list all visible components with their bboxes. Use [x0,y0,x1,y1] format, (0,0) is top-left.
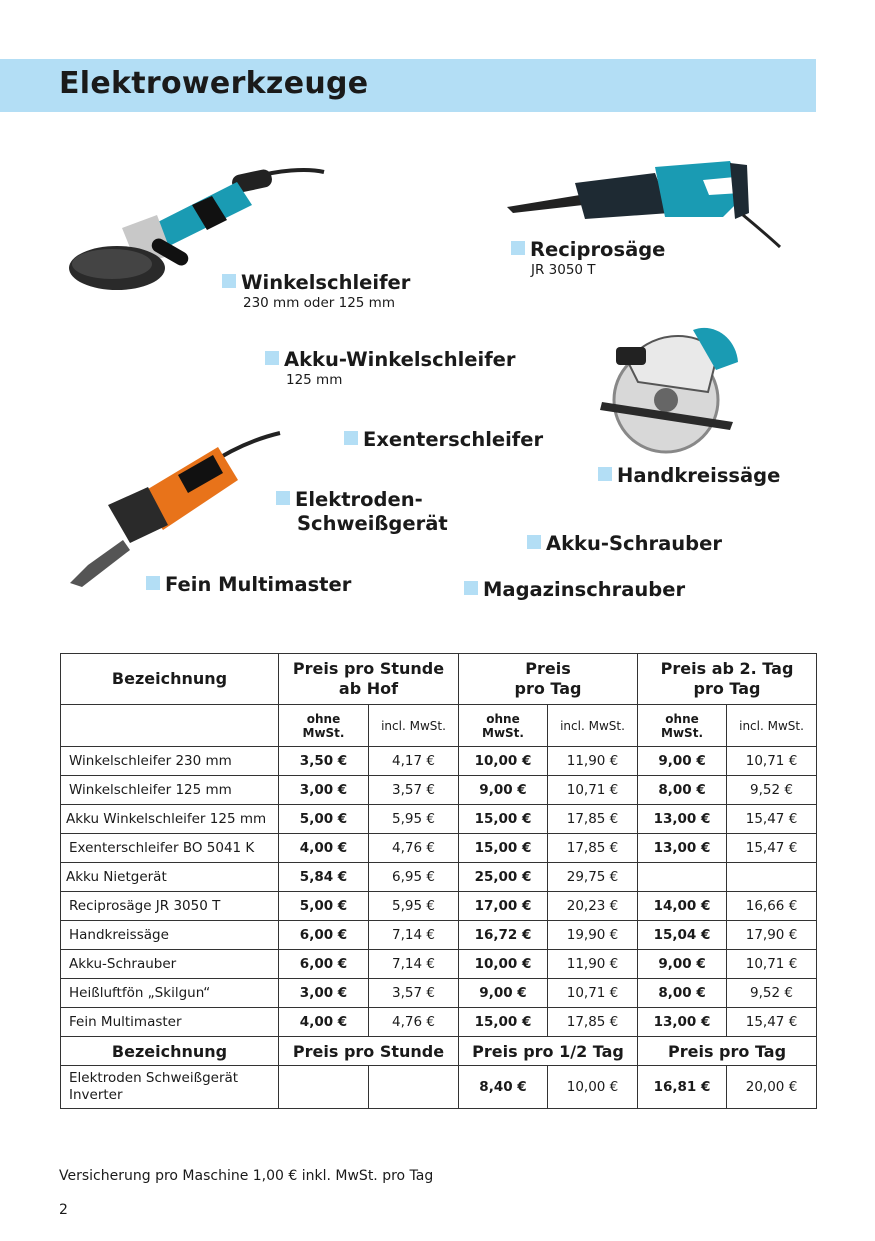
day2-net: 14,00 € [638,892,727,921]
sub-reciprosaege: JR 3050 T [531,262,596,278]
col-header2-day: Preis pro Tag [638,1037,817,1066]
hour-gross: 4,76 € [369,834,459,863]
hour-gross: 4,17 € [369,747,459,776]
hour-net [279,1066,369,1109]
subheader-incl: incl. MwSt. [548,705,638,747]
col-header-day: Preis pro Tag [459,654,638,705]
half-day-net: 8,40 € [459,1066,548,1109]
hour-net: 6,00 € [279,950,369,979]
row-name: Akku Winkelschleifer 125 mm [61,805,279,834]
subheader-incl: incl. MwSt. [369,705,459,747]
col-header2-half-day: Preis pro 1/2 Tag [459,1037,638,1066]
col-header2-hour: Preis pro Stunde [279,1037,459,1066]
row-name: Winkelschleifer 125 mm [61,776,279,805]
table-header-row [61,654,817,705]
day2-net: 13,00 € [638,1008,727,1037]
day-gross: 11,90 € [548,950,638,979]
bullet-square [511,241,525,255]
reciprocating-saw-image [505,155,785,250]
label-reciprosaege: Reciprosäge [511,238,665,262]
page-number: 2 [59,1202,68,1218]
row-name: Heißluftfön „Skilgun“ [61,979,279,1008]
row-name: Akku Nietgerät [61,863,279,892]
table-row [61,892,817,921]
col-header-day2: Preis ab 2. Tag pro Tag [638,654,817,705]
label-handkreissaege: Handkreissäge [598,464,780,488]
col-header-bezeichnung: Bezeichnung [61,654,279,705]
day-net: 17,00 € [459,892,548,921]
day-gross: 11,90 € [548,747,638,776]
day2-gross: 16,66 € [727,892,817,921]
sub-winkelschleifer: 230 mm oder 125 mm [243,295,395,311]
row-name: Fein Multimaster [61,1008,279,1037]
hour-gross: 7,14 € [369,921,459,950]
day2-net: 8,00 € [638,979,727,1008]
row-name: Reciprosäge JR 3050 T [61,892,279,921]
hour-net: 5,84 € [279,863,369,892]
day-net: 16,72 € [459,921,548,950]
hour-net: 6,00 € [279,921,369,950]
label-magazinschrauber: Magazinschrauber [464,578,685,602]
table-row [61,834,817,863]
subheader-ohne: ohne MwSt. [279,705,369,747]
row-name: Elektroden Schweißgerät Inverter [61,1066,279,1109]
label-winkelschleifer: Winkelschleifer [222,271,410,295]
day-gross: 17,85 € [548,1008,638,1037]
day2-net: 8,00 € [638,776,727,805]
day2-net: 13,00 € [638,834,727,863]
label-exzenterschleifer: Exenterschleifer [344,428,543,452]
hour-net: 3,00 € [279,776,369,805]
empty-cell [61,705,279,747]
row-name: Winkelschleifer 230 mm [61,747,279,776]
bullet-square [344,431,358,445]
bullet-square [464,581,478,595]
subheader-ohne: ohne MwSt. [459,705,548,747]
day-net: 15,00 € [459,834,548,863]
day2-net: 15,04 € [638,921,727,950]
table-row [61,776,817,805]
circular-saw-image [598,322,748,457]
half-day-gross: 10,00 € [548,1066,638,1109]
day-gross: 17,85 € [548,805,638,834]
hour-net: 5,00 € [279,805,369,834]
table-row [61,979,817,1008]
day2-gross: 15,47 € [727,1008,817,1037]
day2-gross: 10,71 € [727,950,817,979]
day-net: 9,00 € [459,979,548,1008]
label-akku-schrauber: Akku-Schrauber [527,532,722,556]
hour-gross: 5,95 € [369,805,459,834]
hour-gross [369,1066,459,1109]
hour-gross: 3,57 € [369,776,459,805]
day2-gross: 17,90 € [727,921,817,950]
bullet-square [276,491,290,505]
row-name: Handkreissäge [61,921,279,950]
label-elektroden-line2: Schweißgerät [297,512,448,535]
bullet-square [265,351,279,365]
sub-akku-winkelschleifer: 125 mm [286,372,343,388]
day-gross: 29,75 € [548,863,638,892]
row-name: Exenterschleifer BO 5041 K [61,834,279,863]
day-net: 15,00 € [459,1008,548,1037]
label-akku-winkelschleifer: Akku-Winkelschleifer [265,348,516,372]
hour-gross: 5,95 € [369,892,459,921]
day-net: 10,00 € [459,747,548,776]
hour-gross: 6,95 € [369,863,459,892]
hour-gross: 7,14 € [369,950,459,979]
subheader-ohne: ohne MwSt. [638,705,727,747]
hour-net: 3,50 € [279,747,369,776]
day-net: 9,00 € [459,776,548,805]
bullet-square [146,576,160,590]
label-elektroden: Elektroden- [276,488,423,512]
bullet-square [598,467,612,481]
table-row-welder [61,1066,817,1109]
day2-net: 9,00 € [638,747,727,776]
day-gross: 20,00 € [727,1066,817,1109]
day2-gross: 9,52 € [727,776,817,805]
col-header2-bezeichnung: Bezeichnung [61,1037,279,1066]
col-header-hour: Preis pro Stunde ab Hof [279,654,459,705]
day2-gross: 10,71 € [727,747,817,776]
hour-net: 4,00 € [279,1008,369,1037]
day-gross: 10,71 € [548,776,638,805]
multimaster-image [68,425,283,590]
label-fein-multimaster: Fein Multimaster [146,573,351,597]
table-row [61,863,817,892]
table-row [61,747,817,776]
bullet-square [222,274,236,288]
table-row [61,805,817,834]
hour-net: 4,00 € [279,834,369,863]
table-row [61,1008,817,1037]
day-net: 15,00 € [459,805,548,834]
hour-gross: 4,76 € [369,1008,459,1037]
day-gross: 17,85 € [548,834,638,863]
day2-gross: 15,47 € [727,805,817,834]
day2-gross: 15,47 € [727,834,817,863]
day-gross: 10,71 € [548,979,638,1008]
hour-gross: 3,57 € [369,979,459,1008]
insurance-note: Versicherung pro Maschine 1,00 € inkl. MwSt. pro Tag [59,1168,434,1184]
day-gross: 20,23 € [548,892,638,921]
table-row [61,921,817,950]
row-name: Akku-Schrauber [61,950,279,979]
day2-gross [727,863,817,892]
table-subheader-row [61,705,817,747]
day2-gross: 9,52 € [727,979,817,1008]
day-net: 10,00 € [459,950,548,979]
table-header2-row [61,1037,817,1066]
price-table [60,653,817,1109]
day2-net: 13,00 € [638,805,727,834]
day2-net: 9,00 € [638,950,727,979]
subheader-incl: incl. MwSt. [727,705,817,747]
hour-net: 5,00 € [279,892,369,921]
page-title: Elektrowerkzeuge [59,66,369,101]
table-row [61,950,817,979]
day2-net [638,863,727,892]
day-net: 16,81 € [638,1066,727,1109]
day-gross: 19,90 € [548,921,638,950]
hour-net: 3,00 € [279,979,369,1008]
day-net: 25,00 € [459,863,548,892]
bullet-square [527,535,541,549]
